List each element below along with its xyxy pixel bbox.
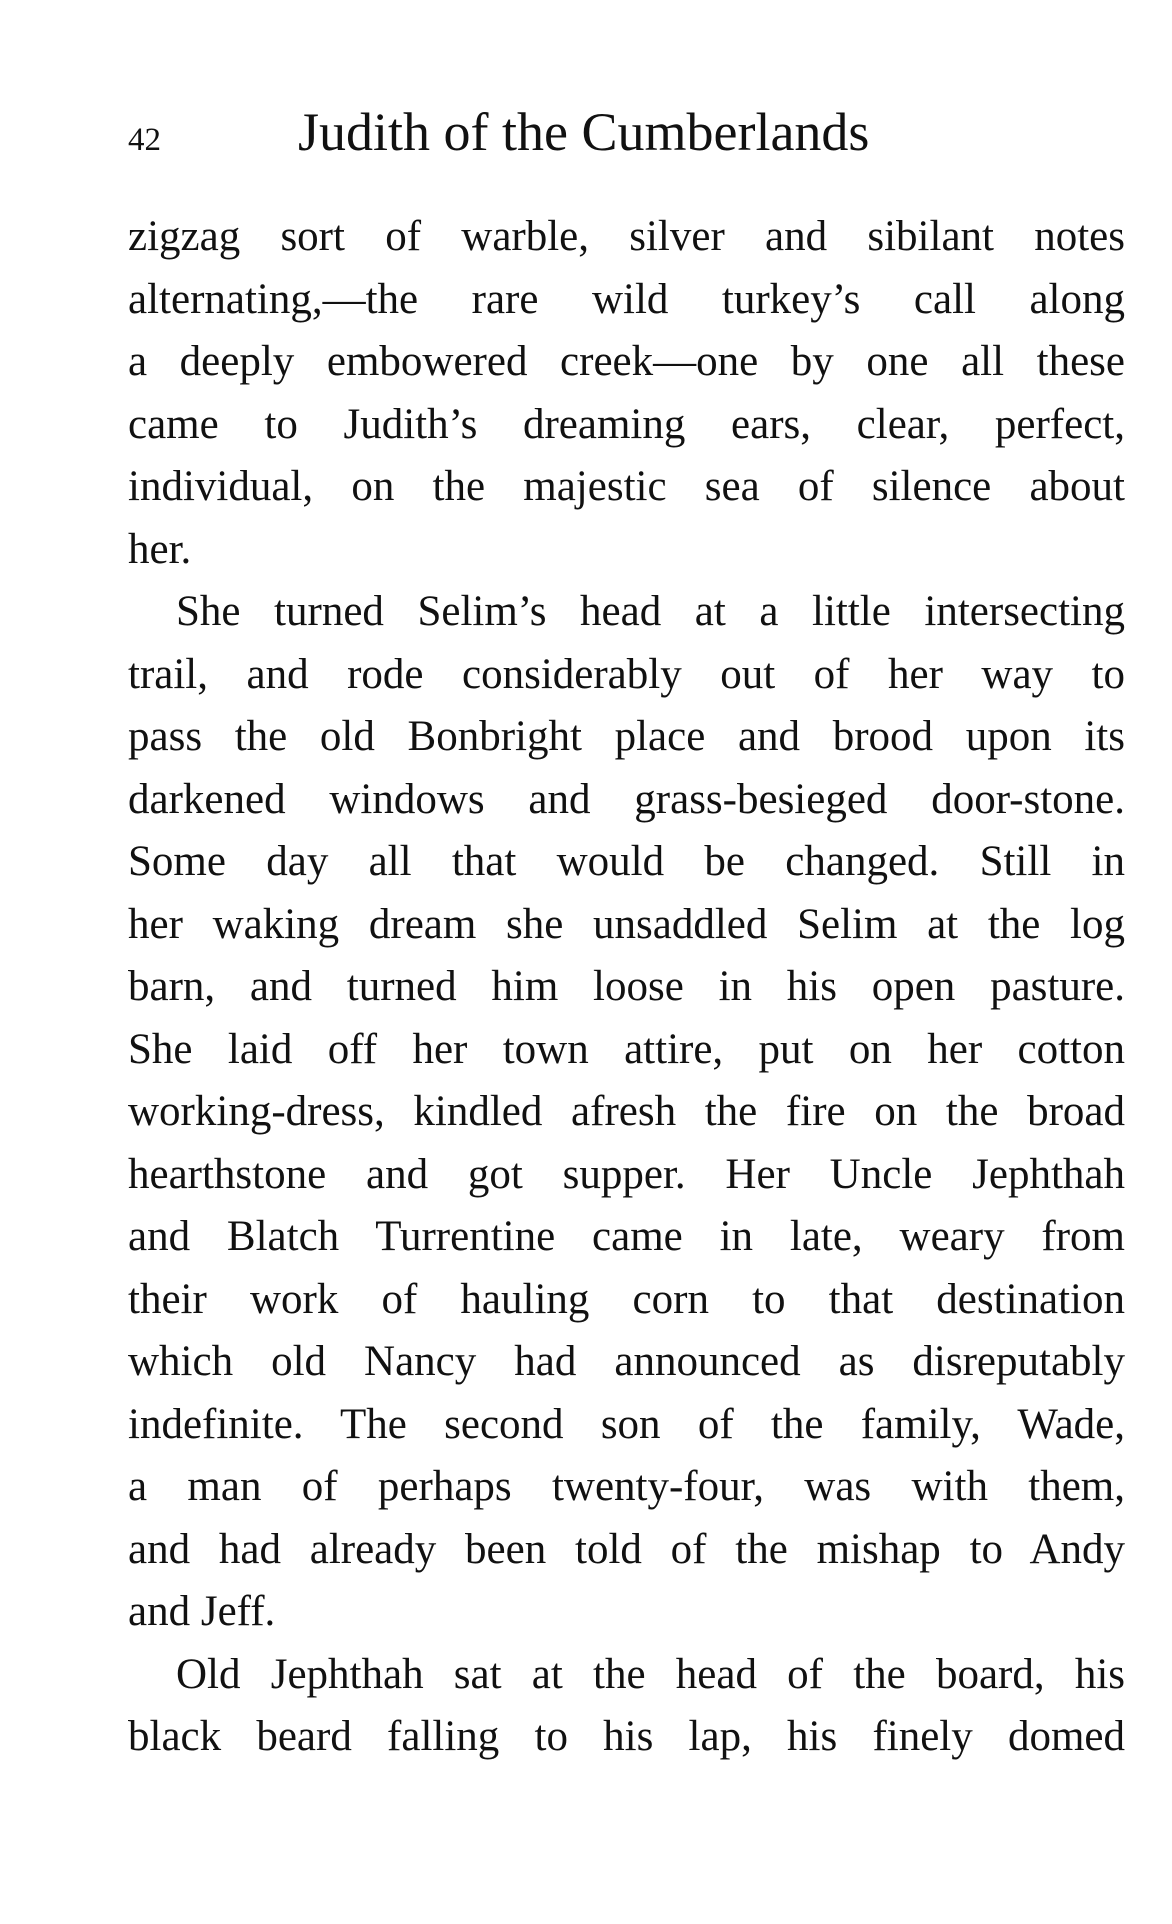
paragraph-first-line: She turned Selim’s head at a little intersecting — [176, 588, 1125, 635]
text-line: and had already been told of the mishap to Andy — [128, 1525, 1125, 1573]
text-line: and Jeff. — [128, 1588, 276, 1635]
text-line: hearthstone and got supper. Her Uncle Jephthah — [128, 1150, 1125, 1198]
text-line: a deeply embowered creek—one by one all these — [128, 338, 1125, 385]
text-line: working-dress, kindled afresh the fire on the broad — [128, 1088, 1125, 1135]
text-line: indefinite. The second son of the family, Wade, — [128, 1400, 1125, 1448]
text-line: which old Nancy had announced as disreputably — [128, 1338, 1125, 1385]
page-number: 42 — [128, 122, 161, 158]
text-line: trail, and rode considerably out of her way to — [128, 650, 1125, 698]
paragraph-first-line: Old Jephthah sat at the head of the board, his — [176, 1650, 1125, 1698]
text-line: her. — [128, 525, 192, 573]
text-line: darkened windows and grass-besieged door-stone. — [128, 775, 1125, 823]
text-line: individual, on the majestic sea of silence about — [128, 463, 1125, 510]
text-line: their work of hauling corn to that destination — [128, 1275, 1125, 1323]
text-line: a man of perhaps twenty-four, was with them, — [128, 1463, 1125, 1510]
body-text — [128, 206, 1125, 1769]
text-line: came to Judith’s dreaming ears, clear, perfect, — [128, 400, 1125, 448]
text-line: her waking dream she unsaddled Selim at the log — [128, 900, 1125, 948]
text-line: Some day all that would be changed. Still in — [128, 838, 1125, 885]
text-line: zigzag sort of warble, silver and sibilant notes — [128, 213, 1125, 260]
text-line: black beard falling to his lap, his finely domed — [128, 1713, 1125, 1760]
text-line: and Blatch Turrentine came in late, weary from — [128, 1213, 1125, 1260]
text-line: She laid off her town attire, put on her cotton — [128, 1025, 1125, 1073]
page-header — [128, 92, 1128, 172]
running-title: Judith of the Cumberlands — [298, 102, 870, 162]
text-line: alternating,—the rare wild turkey’s call along — [128, 275, 1125, 323]
text-line: barn, and turned him loose in his open pasture. — [128, 963, 1125, 1010]
text-line: pass the old Bonbright place and brood upon its — [128, 713, 1125, 760]
